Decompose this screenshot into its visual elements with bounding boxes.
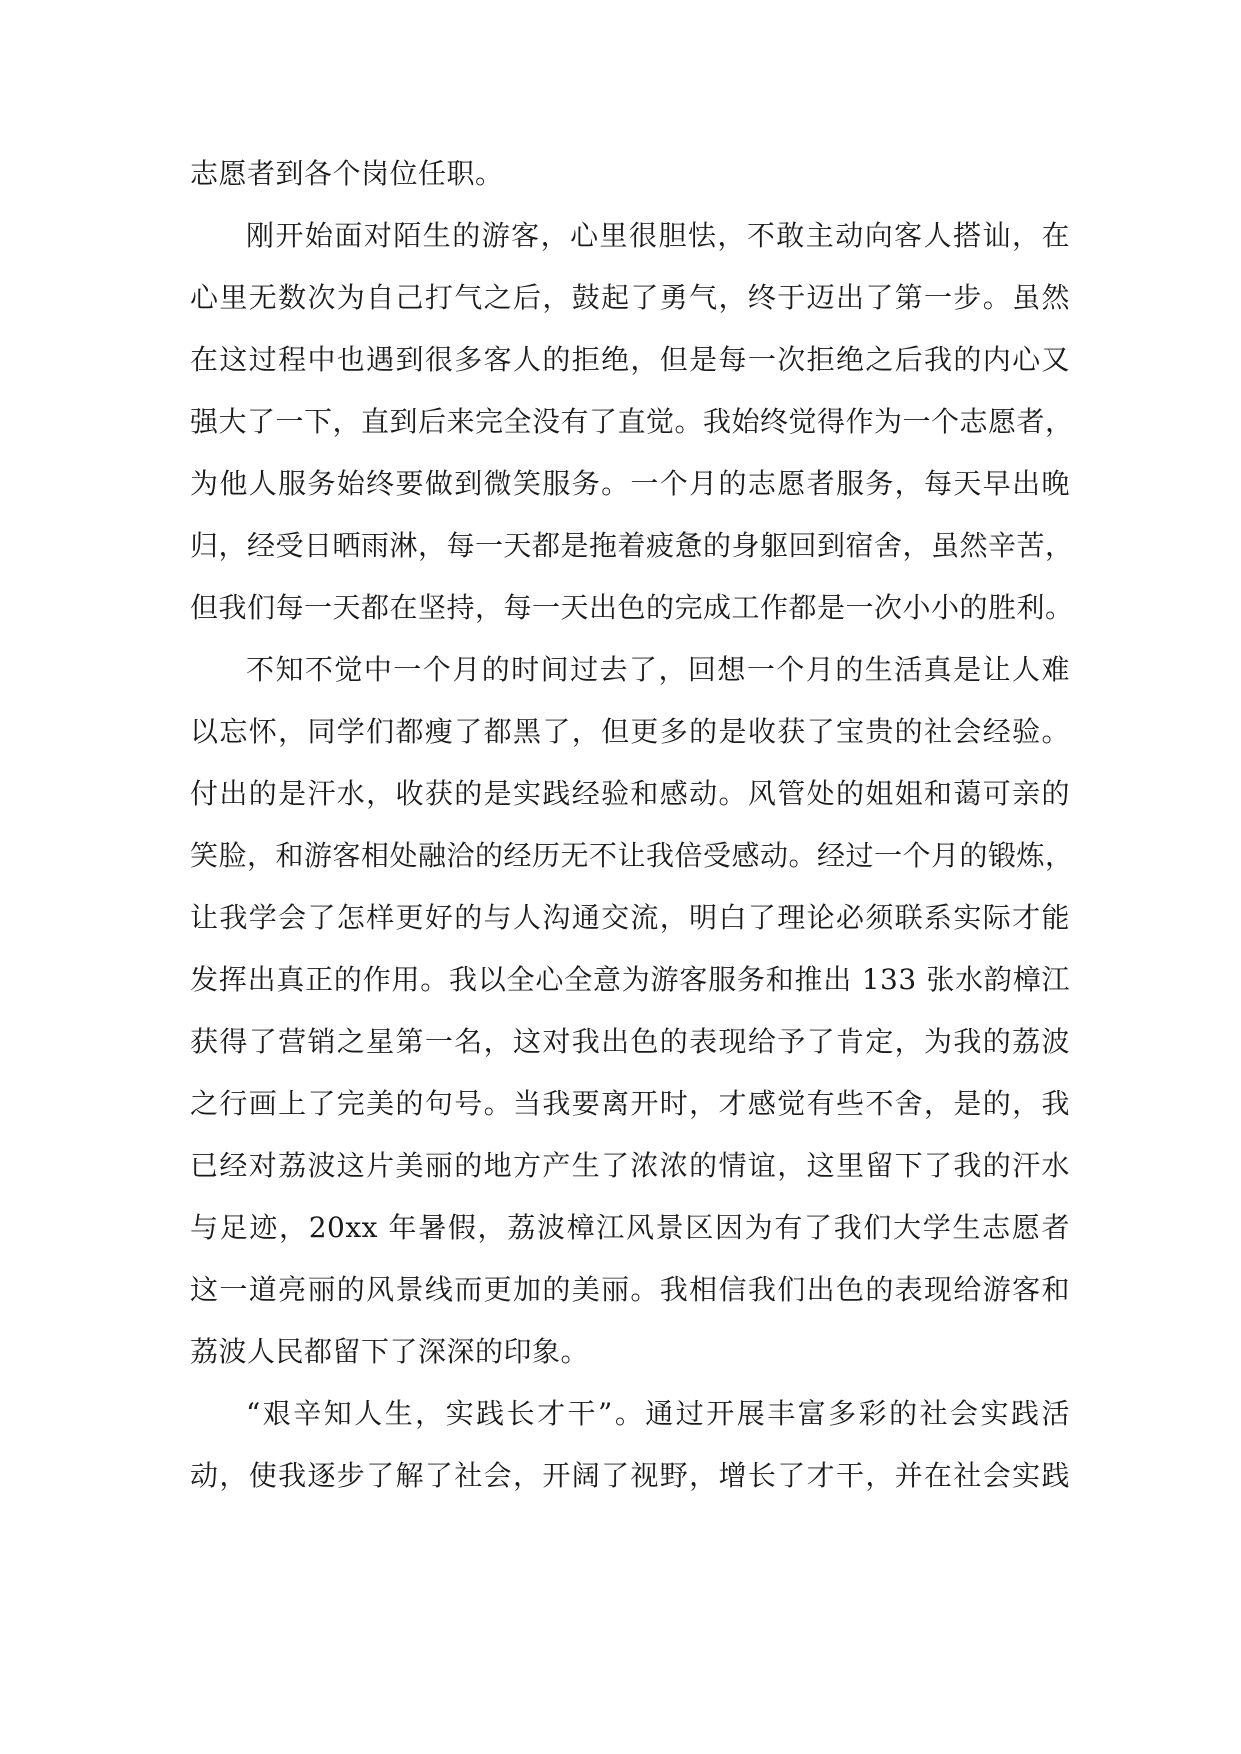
text-line: 但我们每一天都在坚持，每一天出色的完成工作都是一次小小的胜利。 [190, 591, 1074, 624]
text-line: 获得了营销之星第一名，这对我出色的表现给予了肯定，为我的荔波 [190, 1025, 1070, 1058]
text-line: 荔波人民都留下了深深的印象。 [190, 1335, 590, 1368]
text-line: 付出的是汗水，收获的是实践经验和感动。风管处的姐姐和蔼可亲的 [190, 777, 1070, 810]
text-line: 让我学会了怎样更好的与人沟通交流，明白了理论必须联系实际才能 [190, 901, 1070, 934]
text-line: 已经对荔波这片美丽的地方产生了浓浓的情谊，这里留下了我的汗水 [190, 1149, 1070, 1182]
paragraph-first-line: 不知不觉中一个月的时间过去了，回想一个月的生活真是让人难 [246, 653, 1070, 686]
paragraph-first-line: “艰辛知人生，实践长才干”。通过开展丰富多彩的社会实践活 [246, 1397, 1070, 1430]
text-line: 强大了一下，直到后来完全没有了直觉。我始终觉得作为一个志愿者， [190, 405, 1074, 438]
paragraph-first-line: 刚开始面对陌生的游客，心里很胆怯，不敢主动向客人搭讪，在 [246, 219, 1070, 252]
text-line: 在这过程中也遇到很多客人的拒绝，但是每一次拒绝之后我的内心又 [190, 343, 1070, 376]
text-line: 志愿者到各个岗位任职。 [190, 157, 504, 190]
text-line: 与足迹，20xx 年暑假，荔波樟江风景区因为有了我们大学生志愿者 [190, 1211, 1070, 1244]
text-line: 发挥出真正的作用。我以全心全意为游客服务和推出 133 张水韵樟江 [190, 963, 1070, 996]
text-line: 以忘怀，同学们都瘦了都黑了，但更多的是收获了宝贵的社会经验。 [190, 715, 1070, 748]
text-line: 心里无数次为自己打气之后，鼓起了勇气，终于迈出了第一步。虽然 [190, 281, 1070, 314]
body-text [190, 157, 1074, 1524]
text-line: 为他人服务始终要做到微笑服务。一个月的志愿者服务，每天早出晚 [190, 467, 1070, 500]
text-line: 笑脸，和游客相处融洽的经历无不让我倍受感动。经过一个月的锻炼， [190, 839, 1074, 872]
text-line: 这一道亮丽的风景线而更加的美丽。我相信我们出色的表现给游客和 [190, 1273, 1070, 1306]
text-line: 之行画上了完美的句号。当我要离开时，才感觉有些不舍，是的，我 [190, 1087, 1070, 1120]
text-line: 动，使我逐步了解了社会，开阔了视野，增长了才干，并在社会实践 [190, 1459, 1070, 1492]
text-line: 归，经受日晒雨淋，每一天都是拖着疲惫的身躯回到宿舍，虽然辛苦， [190, 529, 1074, 562]
